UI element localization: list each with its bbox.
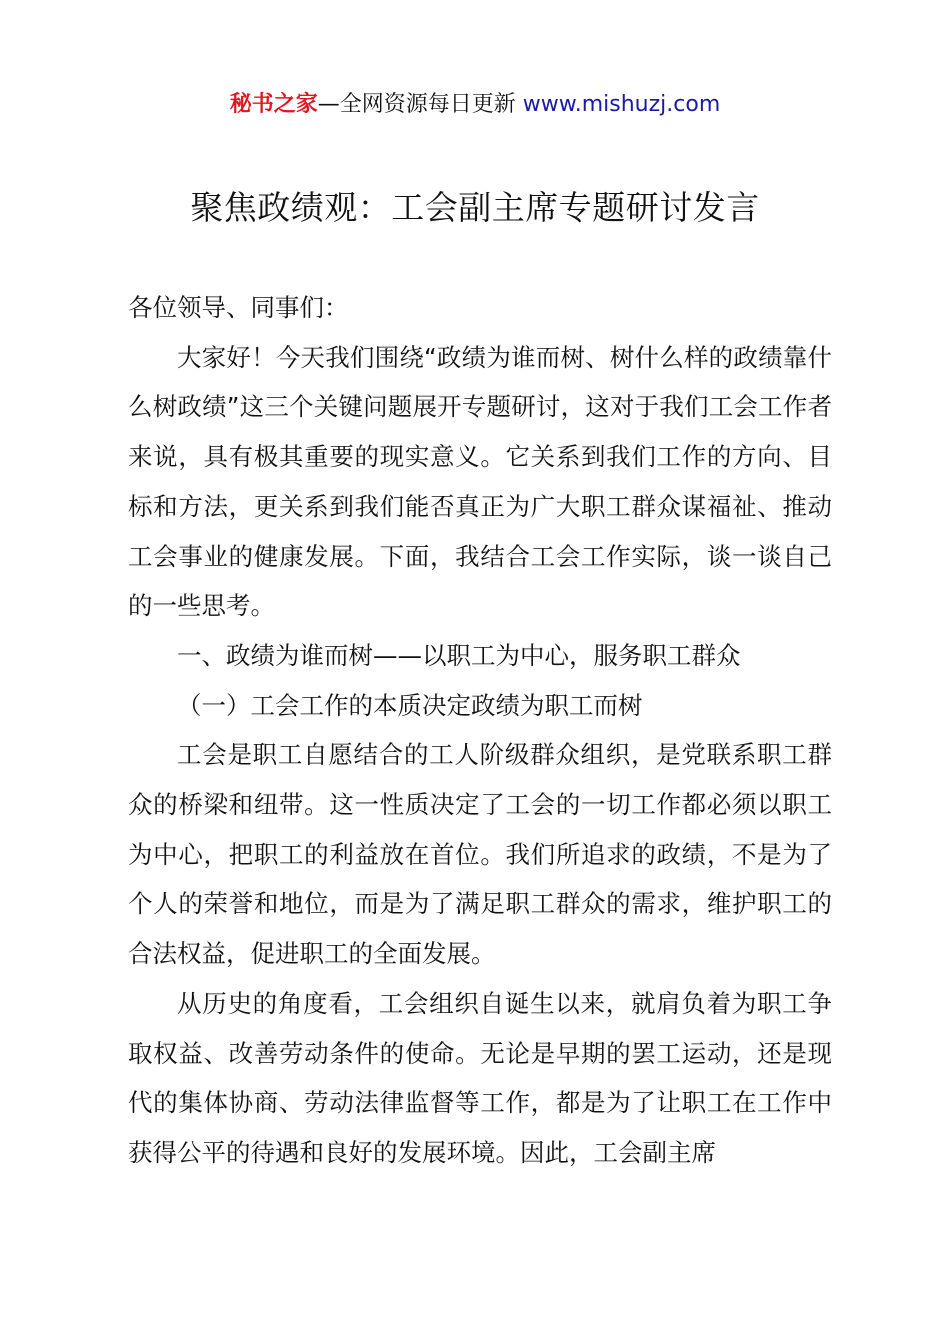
document-title: 聚焦政绩观：工会副主席专题研讨发言 xyxy=(190,188,760,227)
site-url-link[interactable]: www.mishuzj.com xyxy=(522,92,721,117)
site-slogan: —全网资源每日更新 xyxy=(317,92,516,117)
document-body xyxy=(128,283,832,1178)
section-heading-1: 一、政绩为谁而树——以职工为中心，服务职工群众 xyxy=(177,640,741,670)
subsection-heading-1: （一）工会工作的本质决定政绩为职工而树 xyxy=(177,690,643,720)
paragraph-history: 从历史的角度看，工会组织自诞生以来，就肩负着为职工争取权益、改善劳动条件的使命。无论是早期的罢工运动，还是现代的集体协商、劳动法律监督等工作，都是为了让职工在工作中获得公平的待遇和良好的发展环境。因此，工会副主席 xyxy=(128,988,832,1167)
salutation: 各位领导、同事们： xyxy=(128,293,349,322)
site-name: 秘书之家 xyxy=(229,92,318,117)
paragraph-union-nature: 工会是职工自愿结合的工人阶级群众组织，是党联系职工群众的桥梁和纽带。这一性质决定了工会的一切工作都必须以职工为中心，把职工的利益放在首位。我们所追求的政绩，不是为了个人的荣誉和地位，而是为了满足职工群众的需求，维护职工的合法权益，促进职工的全面发展。 xyxy=(128,740,832,969)
paragraph-intro: 大家好！今天我们围绕“政绩为谁而树、树什么样的政绩靠什么树政绩”这三个关键问题展开专题研讨，这对于我们工会工作者来说，具有极其重要的现实意义。它关系到我们工作的方向、目标和方法，更关系到我们能否真正为广大职工群众谋福祉、推动工会事业的健康发展。下面，我结合工会工作实际，谈一谈自己的一些思考。 xyxy=(128,342,832,621)
site-header xyxy=(0,88,950,122)
